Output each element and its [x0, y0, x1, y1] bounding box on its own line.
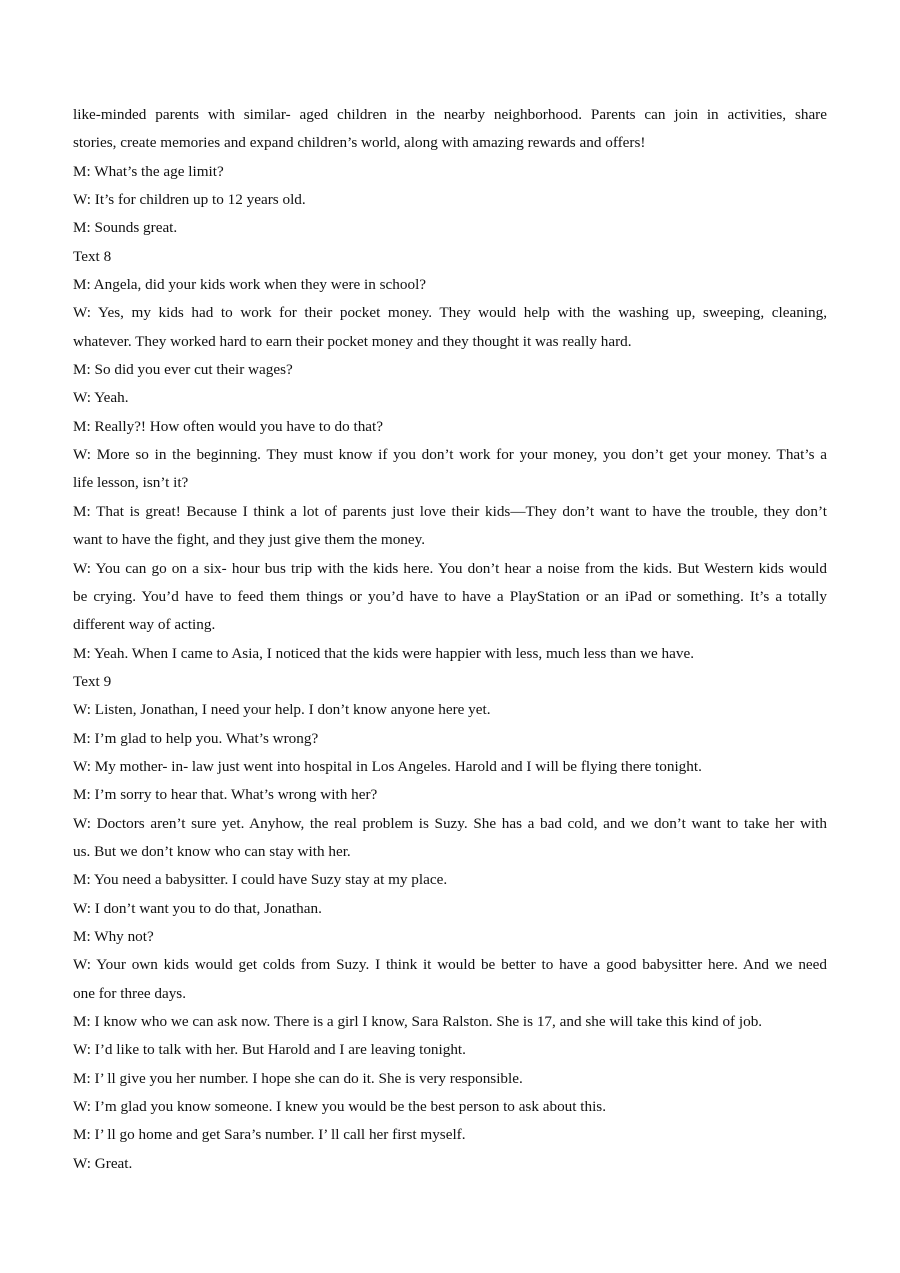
- dialogue-line: different way of acting.: [73, 616, 216, 634]
- dialogue-line: M: I’ ll give you her number. I hope she can do it. She is very responsible.: [73, 1069, 523, 1087]
- dialogue-line: W: I’m glad you know someone. I knew you would be the best person to ask about this.: [73, 1098, 607, 1116]
- dialogue-line: W: Great.: [73, 1154, 133, 1172]
- dialogue-line: M: What’s the age limit?: [73, 162, 224, 180]
- dialogue-line: W: It’s for children up to 12 years old.: [73, 191, 306, 209]
- dialogue-line: M: I’ ll go home and get Sara’s number. I’ ll call her first myself.: [73, 1126, 466, 1144]
- dialogue-line: want to have the fight, and they just give them the money.: [73, 531, 426, 549]
- dialogue-line: M: So did you ever cut their wages?: [73, 361, 293, 379]
- dialogue-line: whatever. They worked hard to earn their pocket money and they thought it was really hard.: [73, 332, 632, 350]
- dialogue-line: M: That is great! Because I think a lot of parents just love their kids—They don’t want to have the trouble, they don’t: [73, 502, 827, 520]
- dialogue-line: M: Angela, did your kids work when they were in school?: [73, 276, 427, 294]
- text-line: like-minded parents with similar- aged children in the nearby neighborhood. Parents can join in activities, share: [73, 106, 827, 123]
- dialogue-line: W: You can go on a six- hour bus trip with the kids here. You don’t hear a noise from the kids. But Western kids would: [73, 559, 827, 577]
- dialogue-line: M: I’m glad to help you. What’s wrong?: [73, 729, 319, 747]
- dialogue-line: one for three days.: [73, 984, 187, 1002]
- dialogue-line: M: Sounds great.: [73, 219, 178, 237]
- dialogue-line: W: More so in the beginning. They must know if you don’t work for your money, you don’t get your money. That’s a: [73, 446, 827, 464]
- dialogue-line: W: Yeah.: [73, 389, 129, 407]
- dialogue-line: us. But we don’t know who can stay with her.: [73, 842, 351, 860]
- dialogue-line: M: I know who we can ask now. There is a girl I know, Sara Ralston. She is 17, and she will take this kind of job.: [73, 1013, 763, 1030]
- dialogue-line: W: I’d like to talk with her. But Harold and I are leaving tonight.: [73, 1041, 466, 1059]
- dialogue-line: W: I don’t want you to do that, Jonathan.: [73, 899, 322, 917]
- dialogue-line: M: Really?! How often would you have to do that?: [73, 417, 384, 435]
- dialogue-line: M: I’m sorry to hear that. What’s wrong with her?: [73, 786, 378, 804]
- dialogue-line: W: Listen, Jonathan, I need your help. I don’t know anyone here yet.: [73, 701, 491, 719]
- dialogue-line: W: Doctors aren’t sure yet. Anyhow, the real problem is Suzy. She has a bad cold, and we don’t want to take her with: [73, 814, 827, 832]
- dialogue-line: M: Why not?: [73, 927, 154, 945]
- dialogue-line: be crying. You’d have to feed them things or you’d have to have a PlayStation or an iPad or something. It’s a totally: [73, 587, 827, 605]
- dialogue-line: W: My mother- in- law just went into hospital in Los Angeles. Harold and I will be flying there tonight.: [73, 757, 702, 775]
- dialogue-line: life lesson, isn’t it?: [73, 474, 189, 492]
- dialogue-line: W: Yes, my kids had to work for their pocket money. They would help with the washing up, sweeping, cleaning,: [73, 304, 827, 322]
- section-heading: Text 9: [73, 672, 112, 690]
- dialogue-line: M: Yeah. When I came to Asia, I noticed that the kids were happier with less, much less than we have.: [73, 644, 694, 662]
- dialogue-line: M: You need a babysitter. I could have Suzy stay at my place.: [73, 871, 448, 889]
- text-line: stories, create memories and expand children’s world, along with amazing rewards and offers!: [73, 134, 646, 152]
- dialogue-line: W: Your own kids would get colds from Suzy. I think it would be better to have a good babysitter here. And we need: [73, 956, 827, 974]
- document-page: [73, 101, 827, 1178]
- section-heading: Text 8: [73, 247, 112, 265]
